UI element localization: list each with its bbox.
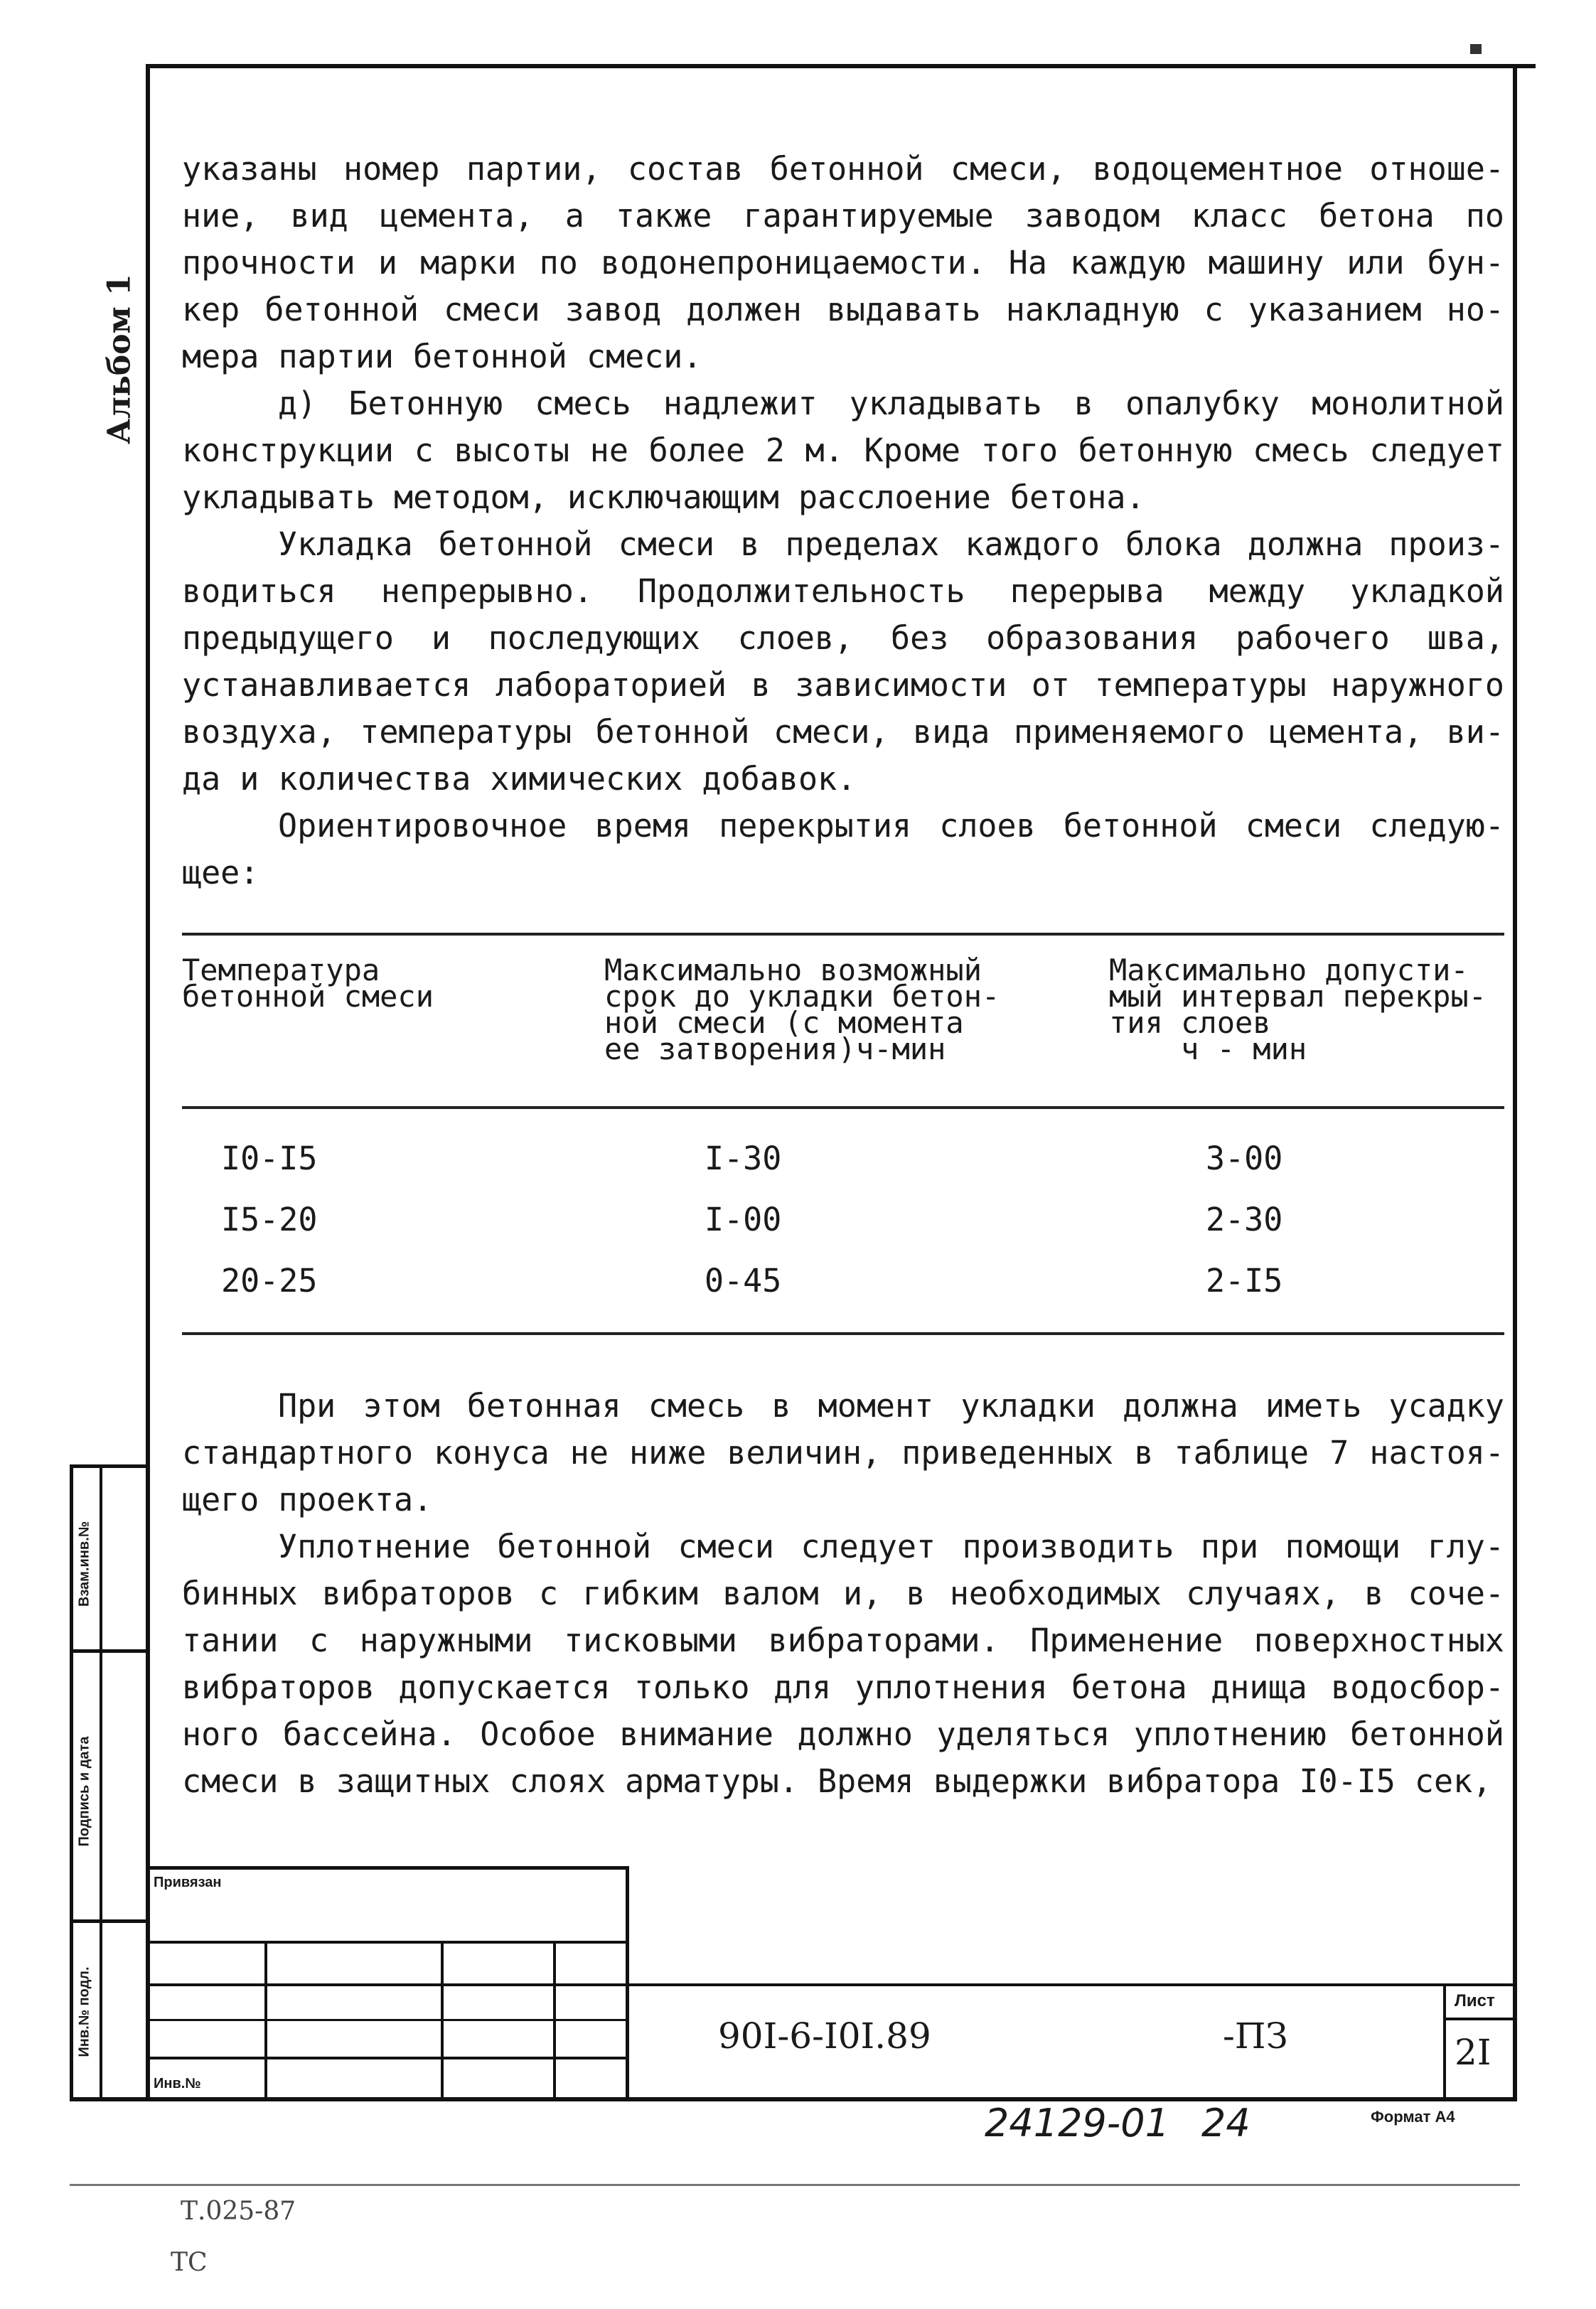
paragraph: Укладка бетонной смеси в пределах каждого блока должна произ- водиться непрерывно. Продолжительность перерыва между укладкой предыдущего и последующих слоев, без образования рабочего шва, устанавливается лабораторией в зависимости от температуры наружного воздуха, температуры бетонной смеси, вида применяемого цемента, ви- да и количества химических добавок. <box>182 525 1504 798</box>
stamp-line <box>146 2019 629 2021</box>
page-footer-line <box>70 2184 1520 2186</box>
table-rule-bottom <box>182 1332 1504 1335</box>
stamp-inv: Инв.№ <box>154 2076 201 2091</box>
stamp-line <box>146 2057 629 2059</box>
corner-mark <box>1470 44 1482 54</box>
stamp-sheet-number: 2I <box>1455 2032 1491 2073</box>
stamp-line <box>626 1866 629 2099</box>
stamp-line <box>1443 1983 1446 2099</box>
paragraph: Ориентировочное время перекрытия слоев бетонной смеси следую- щее: <box>182 807 1504 891</box>
footer-ref: Т.025-87 <box>181 2197 296 2226</box>
table-row: I5-20 I-00 2-30 <box>221 1201 1283 1238</box>
table-rule-mid <box>182 1106 1504 1109</box>
stamp-sheet-label: Лист <box>1455 1991 1495 2010</box>
paragraph: При этом бетонная смесь в момент укладки должна иметь усадку стандартного конуса не ниже величин, приведенных в таблице 7 настоя- щего проекта. <box>182 1387 1504 1518</box>
stamp-line <box>146 1866 629 1870</box>
table-row: 20-25 0-45 2-I5 <box>221 1262 1283 1300</box>
stamp-line <box>146 1983 1516 1986</box>
frame-bottom <box>70 2097 1517 2101</box>
table-header-max-time: Максимально возможный срок до укладки бетон- ной смеси (с момента ее затворения)ч-мин <box>604 953 1000 1066</box>
margin-line <box>100 1464 102 2097</box>
table-header-interval: Максимально допусти- мый интервал перекры- тия слоев ч - мин <box>1109 953 1487 1066</box>
stamp-privyazan: Привязан <box>154 1875 222 1890</box>
table-header-temp: Температура бетонной смеси <box>182 953 434 1014</box>
frame-top <box>146 64 1536 68</box>
footer-tc: ТС <box>171 2248 208 2277</box>
side-label-inv: Инв.№ подл. <box>76 1966 92 2057</box>
stamp-line <box>1443 2018 1514 2020</box>
margin-line <box>70 1464 149 1468</box>
album-label: Альбом 1 <box>101 274 138 444</box>
side-label-podpis: Подпись и дата <box>76 1736 92 1847</box>
stamp-code: 90I-6-I0I.89 <box>718 2015 931 2057</box>
stamp-suffix: -ПЗ <box>1223 2015 1288 2057</box>
paragraph-block-2 <box>182 1383 1504 1805</box>
paragraph: Уплотнение бетонной смеси следует производить при помощи глу- бинных вибраторов с гибким валом и, в необходимых случаях, в соче- тании с наружными тисковыми вибраторами. Применение поверхностных вибраторов допускается только для уплотнения бетона днища водосбор- ного бассейна. Особое внимание должно уделяться уплотнению бетонной смеси в защитных слоях арматуры. Время выдержки вибратора I0-I5 сек, <box>182 1528 1504 1800</box>
stamp-line <box>441 1941 444 2099</box>
table-body <box>182 1137 1504 1321</box>
stamp-line <box>264 1941 267 2099</box>
handwritten-number-2: 24 <box>1201 2101 1250 2145</box>
handwritten-number: 24129-01 <box>985 2101 1169 2145</box>
stamp-line <box>553 1941 556 2099</box>
paragraph: д) Бетонную смесь надлежит укладывать в опалубку монолитной конструкции с высоты не более 2 м. Кроме того бетонную смесь следует укладывать методом, исключающим расслоение бетона. <box>182 385 1504 516</box>
paragraph: указаны номер партии, состав бетонной смеси, водоцементное отноше- ние, вид цемента, а также гарантируемые заводом класс бетона по прочности и марки по водонепроницаемости. На каждую машину или бун- кер бетонной смеси завод должен выдавать накладную с указанием но- мера партии бетонной смеси. <box>182 150 1504 375</box>
table-row: I0-I5 I-30 3-00 <box>221 1140 1283 1177</box>
format-label: Формат А4 <box>1371 2108 1455 2126</box>
margin-line <box>70 1649 149 1653</box>
paragraph-block-1 <box>182 146 1504 896</box>
frame-right <box>1513 65 1517 2100</box>
stamp-line <box>146 1941 629 1944</box>
side-label-vzam: Взам.инв.№ <box>76 1521 92 1607</box>
table-rule-top <box>182 933 1504 936</box>
margin-line <box>70 1919 149 1923</box>
